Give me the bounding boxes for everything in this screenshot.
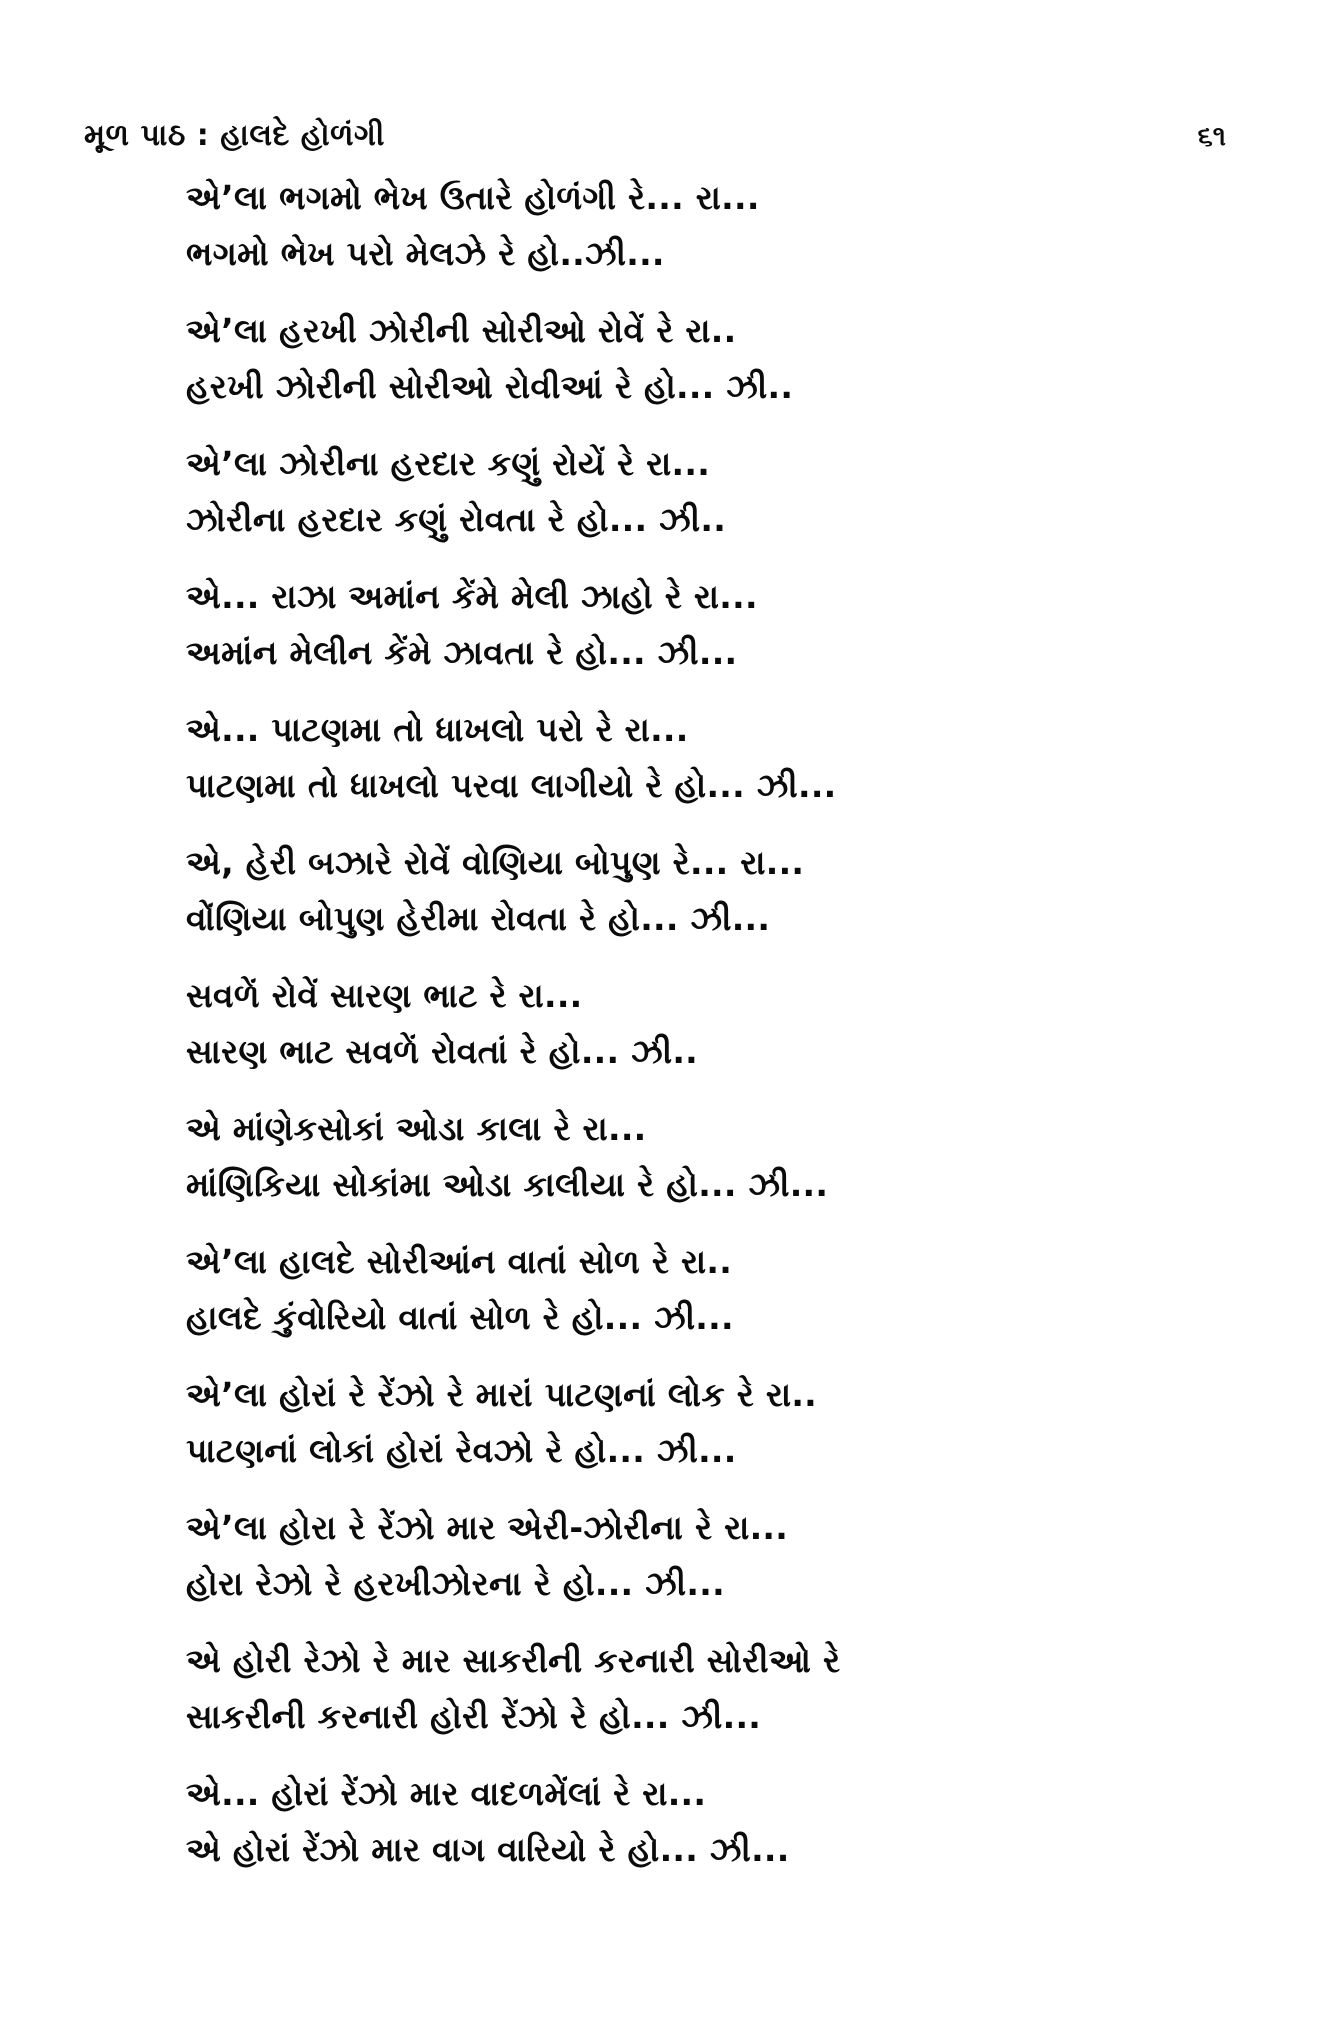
verse-line: એ હોરી રેઝો રે માર સાકરીની કરનારી સોરીઓ રે [186,1641,841,1680]
verse-line: સાકરીની કરનારી હોરી રેંઝો રે હો... ઝી... [186,1697,762,1736]
couplet-1 [186,170,1312,282]
couplet-3 [186,436,1312,548]
page-header-title: મૂળ પાઠ : હાલદે હોળંગી [84,118,385,153]
verse-line: હરખી ઝોરીની સોરીઓ રોવીઆં રે હો... ઝી.. [186,367,794,406]
page-number: ૬૧ [1197,121,1226,152]
verse-line: હોરા રેઝો રે હરખીઝોરના રે હો... ઝી... [186,1564,725,1603]
verse-line: એ’લા હરખી ઝોરીની સોરીઓ રોવેં રે રા.. [186,311,737,350]
verse-line: હાલદે કુંવોરિયો વાતાં સોળ રે હો... ઝી... [186,1298,734,1337]
verse-line: પાટણનાં લોકાં હોરાં રેવઝો રે હો... ઝી... [186,1431,737,1470]
couplet-11 [186,1500,1312,1612]
verse-line: એ... હોરાં રેંઝો માર વાદળમેંલાં રે રા... [186,1774,707,1813]
couplet-2 [186,303,1312,415]
couplet-7 [186,968,1312,1080]
couplet-10 [186,1367,1312,1479]
verse-line: સવળેં રોવેં સારણ ભાટ રે રા... [186,976,583,1015]
verse-body [186,170,1312,1899]
verse-line: એ’લા હાલદે સોરીઆંન વાતાં સોળ રે રા.. [186,1242,733,1281]
verse-line: પાટણમા તો ધાખલો પરવા લાગીયો રે હો... ઝી... [186,766,837,805]
verse-line: વોંણિયા બોપુણ હેરીમા રોવતા રે હો... ઝી... [186,899,771,938]
page-header [84,118,1226,153]
verse-line: એ, હેરી બઝારે રોવેં વોણિયા બોપુણ રે... રા... [186,843,805,882]
verse-line: એ’લા હોરા રે રેંઝો માર એરી-ઝોરીના રે રા... [186,1508,789,1547]
verse-line: એ’લા હોરાં રે રેંઝો રે મારાં પાટણનાં લોક રે રા.. [186,1375,818,1414]
verse-line: માંણિકિયા સોકાંમા ઓડા કાલીયા રે હો... ઝી... [186,1165,829,1204]
verse-line: ઝોરીના હરદાર કણું રોવતા રે હો... ઝી.. [186,500,727,539]
verse-line: એ... રાઝા અમાંન કેંમે મેલી ઝાહો રે રા... [186,577,758,616]
verse-line: એ હોરાં રેંઝો માર વાગ વારિયો રે હો... ઝી... [186,1830,790,1869]
couplet-13 [186,1766,1312,1878]
couplet-8 [186,1101,1312,1213]
couplet-12 [186,1633,1312,1745]
verse-line: એ’લા ઝોરીના હરદાર કણું રોયેં રે રા... [186,444,711,483]
verse-line: સારણ ભાટ સવળેં રોવતાં રે હો... ઝી.. [186,1032,699,1071]
couplet-5 [186,702,1312,814]
couplet-4 [186,569,1312,681]
couplet-9 [186,1234,1312,1346]
verse-line: એ માંણેકસોકાં ઓડા કાલા રે રા... [186,1109,647,1148]
couplet-6 [186,835,1312,947]
verse-line: એ’લા ભગમો ભેખ ઉતારે હોળંગી રે... રા... [186,178,760,217]
verse-line: એ... પાટણમા તો ધાખલો પરો રે રા... [186,710,689,749]
verse-line: અમાંન મેલીન કેંમે ઝાવતા રે હો... ઝી... [186,633,738,672]
verse-line: ભગમો ભેખ પરો મેલઝે રે હો..ઝી... [186,234,665,273]
